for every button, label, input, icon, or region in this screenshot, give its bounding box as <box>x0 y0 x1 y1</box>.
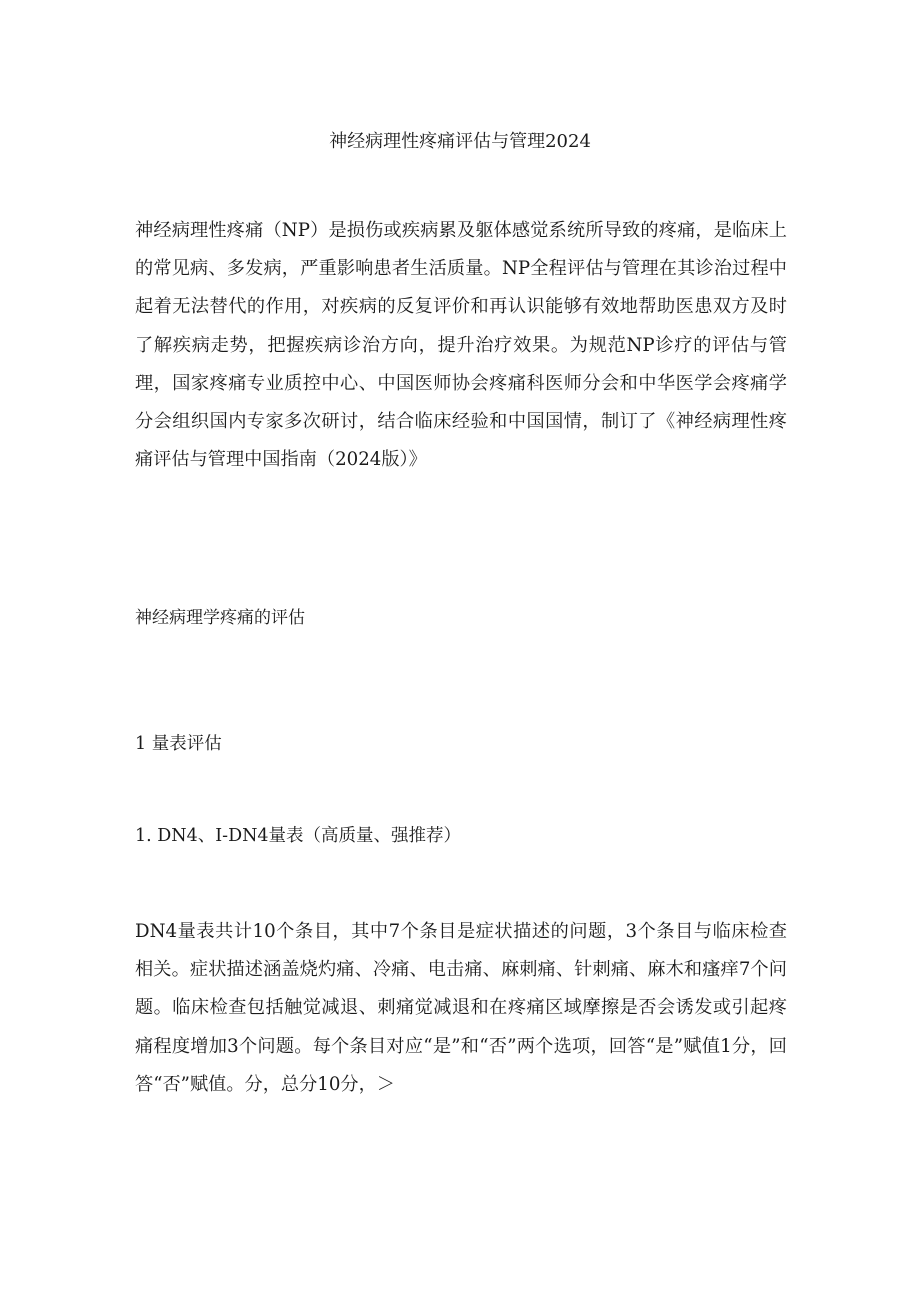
dn4-paragraph: DN4量表共计10个条目，其中7个条目是症状描述的问题，3个条目与临床检查相关。症状描述涵盖烧灼痛、冷痛、电击痛、麻刺痛、针刺痛、麻木和瘙痒7个问题。临床检查包括触觉减退、刺痛觉减退和在疼痛区域摩擦是否会诱发或引起疼痛程度增加3个问题。每个条目对应“是”和“否”两个选项，回答“是”赋值1分，回答“否”赋值。分，总分10分，＞ <box>135 921 787 1095</box>
item-heading: 1. DN4、I-DN4量表（高质量、强推荐） <box>135 826 462 846</box>
section-heading: 神经病理学疼痛的评估 <box>135 608 305 628</box>
subsection-heading: 1 量表评估 <box>135 734 222 754</box>
document-title: 神经病理性疼痛评估与管理2024 <box>329 131 591 152</box>
intro-paragraph: 神经病理性疼痛（NP）是损伤或疾病累及躯体感觉系统所导致的疼痛，是临床上的常见病、多发病，严重影响患者生活质量。NP全程评估与管理在其诊治过程中起着无法替代的作用，对疾病的反复评价和再认识能够有效地帮助医患双方及时了解疾病走势，把握疾病诊治方向，提升治疗效果。为规范NP诊疗的评估与管理，国家疼痛专业质控中心、中国医师协会疼痛科医师分会和中华医学会疼痛学分会组织国内专家多次研讨，结合临床经验和中国国情，制订了《神经病理性疼痛评估与管理中国指南（2024版）》 <box>135 220 787 471</box>
